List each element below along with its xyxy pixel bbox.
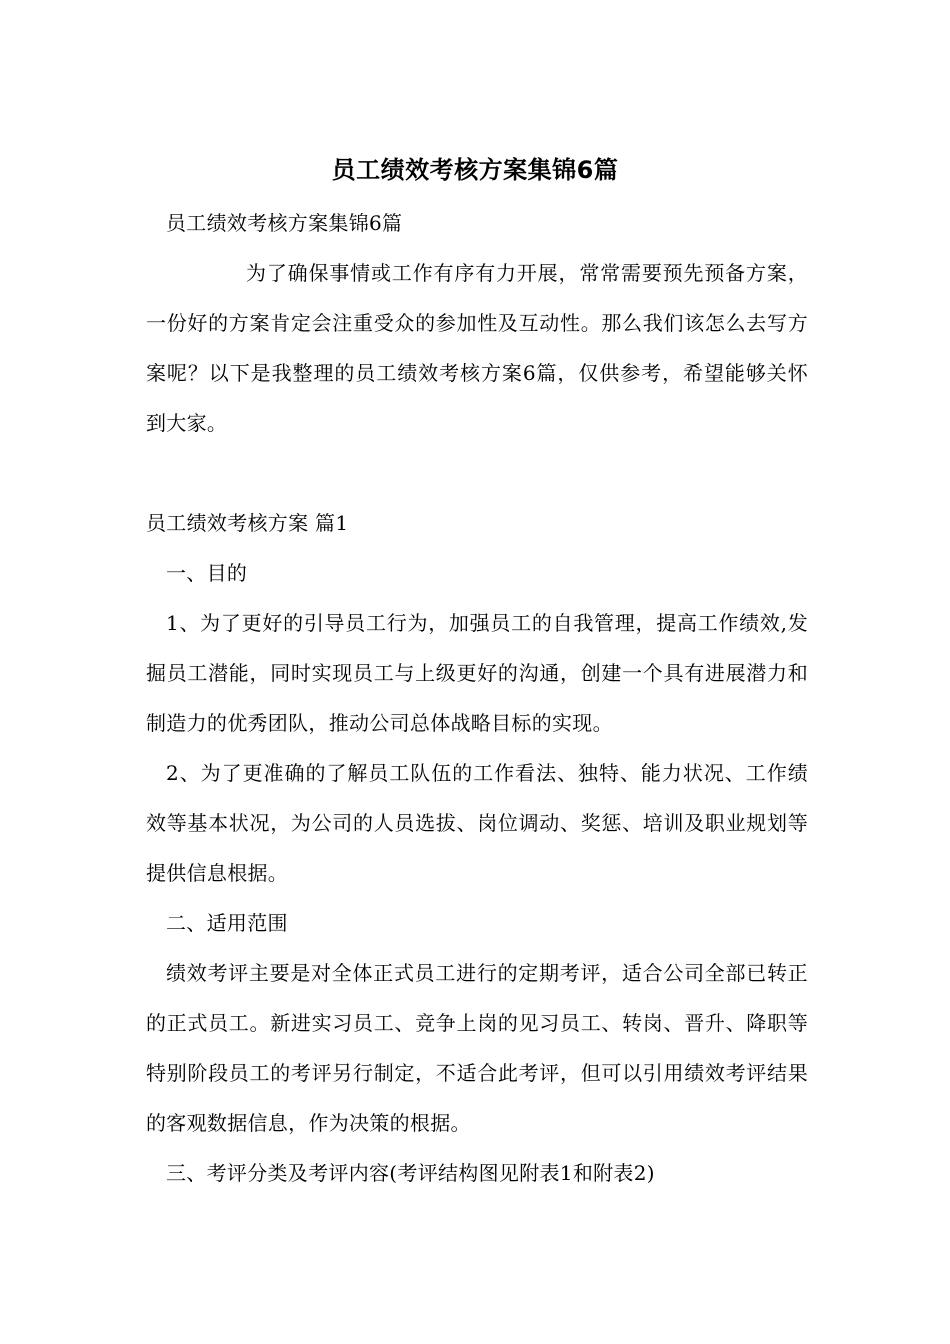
scope-paragraph: 绩效考评主要是对全体正式员工进行的定期考评，适合公司全部已转正的正式员工。新进实习员工、竞争上岗的见习员工、转岗、晋升、降职等特别阶段员工的考评另行制定，不适合此考评，但可以引用绩效考评结果的客观数据信息，作为决策的根据。 — [146, 961, 808, 1135]
heading-purpose: 一、目的 — [166, 561, 248, 585]
heading-categories: 三、考评分类及考评内容(考评结构图见附表1和附表2) — [166, 1161, 655, 1185]
section-heading: 员工绩效考核方案 篇1 — [146, 511, 349, 535]
document-title: 员工绩效考核方案集锦6篇 — [331, 156, 619, 184]
intro-paragraph: 为了确保事情或工作有序有力开展，常常需要预先预备方案，一份好的方案肯定会注重受众的参加性及互动性。那么我们该怎么去写方案呢？以下是我整理的员工绩效考核方案6篇，仅供参考，希望能够关怀到大家。 — [146, 261, 808, 435]
heading-scope: 二、适用范围 — [166, 911, 288, 935]
purpose-paragraph-1: 1、为了更好的引导员工行为，加强员工的自我管理，提高工作绩效,发掘员工潜能，同时实现员工与上级更好的沟通，创建一个具有进展潜力和制造力的优秀团队，推动公司总体战略目标的实现。 — [146, 611, 808, 735]
purpose-paragraph-2: 2、为了更准确的了解员工队伍的工作看法、独特、能力状况、工作绩效等基本状况，为公司的人员选拔、岗位调动、奖惩、培训及职业规划等提供信息根据。 — [146, 761, 808, 885]
document-subtitle: 员工绩效考核方案集锦6篇 — [166, 211, 403, 235]
